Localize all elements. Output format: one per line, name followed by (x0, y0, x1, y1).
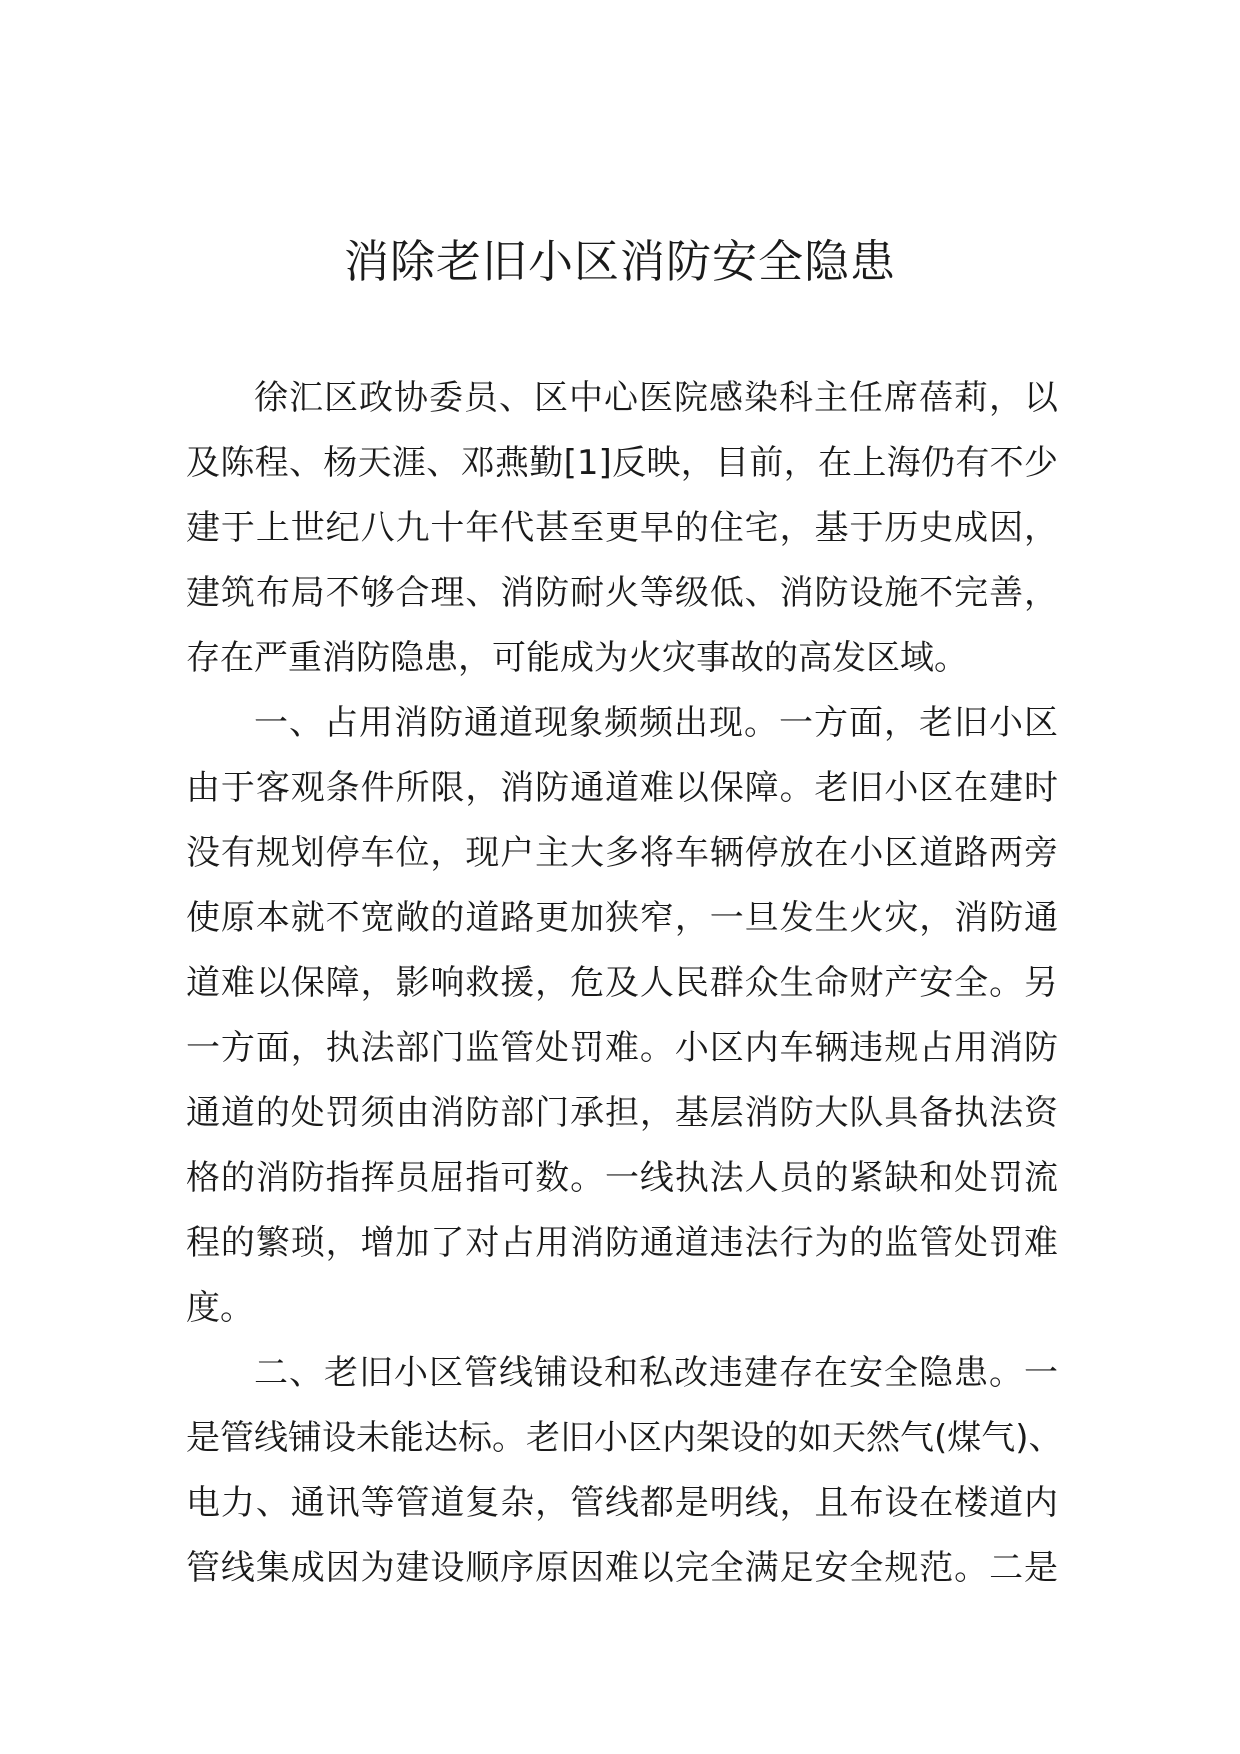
document-title: 消除老旧小区消防安全隐患 (343, 235, 896, 288)
paragraph-1-line-3: 建于上世纪八九十年代甚至更早的住宅，基于历史成因， (186, 508, 1058, 548)
paragraph-2-line-5: 道难以保障，影响救援，危及人民群众生命财产安全。另 (186, 963, 1058, 1003)
paragraph-3-line-1: 二、老旧小区管线铺设和私改违建存在安全隐患。一 (254, 1353, 1058, 1393)
paragraph-3-line-3: 电力、通讯等管道复杂，管线都是明线，且布设在楼道内 (186, 1483, 1058, 1523)
paragraph-2-line-1: 一、占用消防通道现象频频出现。一方面，老旧小区 (254, 703, 1058, 743)
paragraph-2-line-6: 一方面，执法部门监管处罚难。小区内车辆违规占用消防 (186, 1028, 1058, 1068)
paragraph-1-line-4: 建筑布局不够合理、消防耐火等级低、消防设施不完善， (186, 573, 1058, 613)
paragraph-1-line-2: 及陈程、杨天涯、邓燕勤[1]反映，目前，在上海仍有不少 (186, 443, 1058, 483)
paragraph-1-line-5: 存在严重消防隐患，可能成为火灾事故的高发区域。 (186, 638, 968, 678)
document-body (186, 366, 1063, 1601)
paragraph-1-line-1: 徐汇区政协委员、区中心医院感染科主任席蓓莉，以 (254, 378, 1058, 418)
paragraph-2-line-10: 度。 (186, 1288, 254, 1328)
paragraph-3-line-2: 是管线铺设未能达标。老旧小区内架设的如天然气(煤气)、 (186, 1418, 1063, 1458)
paragraph-3-line-4: 管线集成因为建设顺序原因难以完全满足安全规范。二是 (186, 1548, 1058, 1588)
paragraph-2-line-7: 通道的处罚须由消防部门承担，基层消防大队具备执法资 (186, 1093, 1058, 1133)
paragraph-2-line-8: 格的消防指挥员屈指可数。一线执法人员的紧缺和处罚流 (186, 1158, 1058, 1198)
paragraph-2-line-3: 没有规划停车位，现户主大多将车辆停放在小区道路两旁 (186, 833, 1058, 873)
paragraph-2-line-2: 由于客观条件所限，消防通道难以保障。老旧小区在建时 (186, 768, 1058, 808)
paragraph-2-line-9: 程的繁琐，增加了对占用消防通道违法行为的监管处罚难 (186, 1223, 1058, 1263)
paragraph-2-line-4: 使原本就不宽敞的道路更加狭窄，一旦发生火灾，消防通 (186, 898, 1058, 938)
